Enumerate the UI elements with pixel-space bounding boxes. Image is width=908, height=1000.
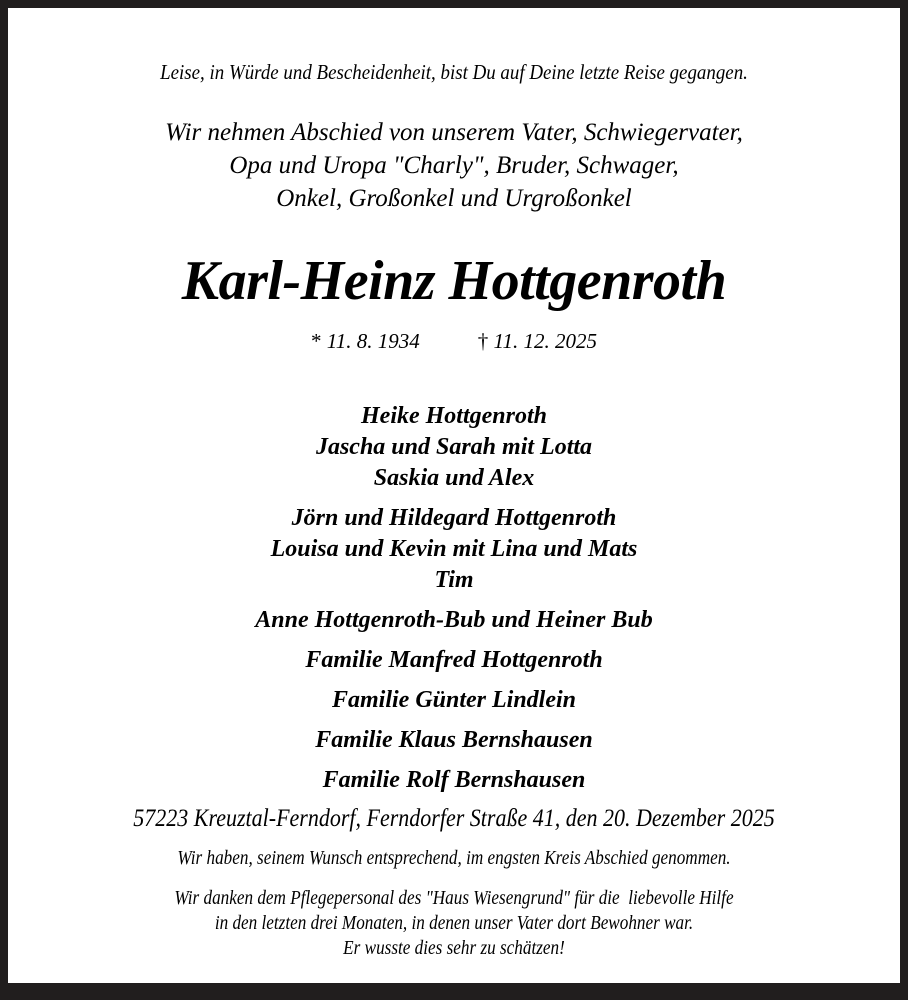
mourner-line: Familie Klaus Bernshausen: [315, 727, 593, 753]
birth-date: [311, 329, 420, 353]
mourner-line: Familie Manfred Hottgenroth: [305, 647, 603, 673]
private-note-text: Wir haben, seinem Wunsch entsprechend, im engsten Kreis Abschied genommen.: [177, 848, 731, 869]
mourner-group: [8, 503, 900, 596]
thanks-note: [8, 886, 900, 961]
mourner-line: Familie Rolf Bernshausen: [322, 767, 586, 793]
mourner-group: [8, 725, 900, 756]
mourner-line: Familie Günter Lindlein: [331, 687, 577, 713]
mourner-group: [8, 401, 900, 494]
mourner-line: Louisa und Kevin mit Lina und Mats: [270, 536, 638, 562]
private-farewell-note: [8, 846, 900, 872]
obituary-card: [8, 8, 900, 983]
thanks-line-3: Er wusste dies sehr zu schätzen!: [343, 938, 565, 959]
mourner-group: [8, 605, 900, 636]
thanks-line-2: in den letzten drei Monaten, in denen unser Vater dort Bewohner war.: [214, 913, 694, 934]
life-dates: [8, 328, 900, 354]
farewell-line-2: Opa und Uropa "Charly", Bruder, Schwager,: [229, 152, 679, 179]
cross-symbol-icon: †: [477, 329, 489, 353]
mourner-group: [8, 685, 900, 716]
mourner-line: Jörn und Hildegard Hottgenroth: [291, 505, 617, 531]
intro-sentence: [8, 58, 900, 86]
farewell-line-3: Onkel, Großonkel und Urgroßonkel: [276, 185, 632, 212]
farewell-block: [8, 116, 900, 215]
birth-date-value: 11. 8. 1934: [326, 329, 420, 353]
mourner-line: Anne Hottgenroth-Bub und Heiner Bub: [255, 607, 653, 633]
farewell-line-1: Wir nehmen Abschied von unserem Vater, Schwiegervater,: [165, 119, 743, 146]
thanks-line-1: Wir danken dem Pflegepersonal des "Haus Wiesengrund" für die liebevolle Hilfe: [174, 888, 734, 909]
address-text: 57223 Kreuztal-Ferndorf, Ferndorfer Straße 41, den 20. Dezember 2025: [133, 805, 775, 832]
mourner-line: Saskia und Alex: [373, 465, 535, 491]
birth-symbol-icon: *: [311, 329, 322, 353]
death-date: [478, 329, 597, 353]
deceased-name: Karl-Heinz Hottgenroth: [181, 250, 727, 312]
death-date-value: 11. 12. 2025: [493, 329, 597, 353]
mourner-group: [8, 765, 900, 796]
mourner-line: Jascha und Sarah mit Lotta: [315, 434, 593, 460]
mourner-line: Tim: [434, 567, 474, 593]
mourner-group: [8, 645, 900, 676]
intro-sentence-text: Leise, in Würde und Bescheidenheit, bist Du auf Deine letzte Reise gegangen.: [160, 60, 748, 84]
mourner-line: Heike Hottgenroth: [361, 403, 547, 429]
address-and-date: [8, 803, 900, 835]
mourners-list: [8, 401, 900, 796]
